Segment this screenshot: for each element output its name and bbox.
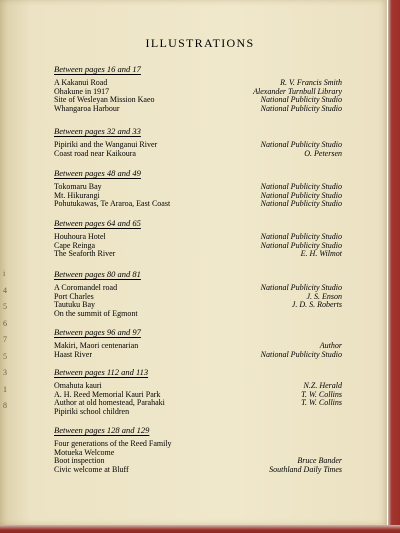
caption: Whangaroa Harbour	[54, 104, 120, 114]
section-heading: Between pages 128 and 129	[54, 425, 150, 435]
credit: National Publicity Studio	[260, 283, 342, 292]
caption: Tautuku Bay	[54, 300, 95, 310]
credit: National Publicity Studio	[260, 232, 342, 241]
caption: Pipiriki school children	[54, 407, 130, 417]
caption: Four generations of the Reed Family	[54, 439, 172, 448]
credit: National Publicity Studio	[260, 140, 342, 149]
caption: Makiri, Maori centenarian	[54, 341, 139, 350]
edge-mark: 4	[3, 285, 7, 295]
list-item	[54, 150, 342, 159]
section-heading: Between pages 32 and 33	[54, 126, 141, 136]
credit: Bruce Bander	[297, 456, 342, 466]
illustration-section	[54, 126, 342, 158]
edge-mark: 7	[3, 335, 7, 344]
list-item	[54, 310, 342, 319]
credit: National Publicity Studio	[260, 199, 342, 209]
caption: Tokomaru Bay	[54, 182, 102, 191]
caption: A Kakanui Road	[54, 78, 108, 87]
credit: T. W. Collins	[301, 398, 342, 408]
edge-mark: 6	[3, 318, 7, 328]
illustration-section	[54, 425, 342, 475]
list-item	[54, 351, 342, 360]
caption: Cape Reinga	[54, 240, 96, 250]
edge-mark: 5	[3, 351, 7, 361]
book-cover-bottom-edge	[0, 525, 400, 533]
list-item	[54, 105, 342, 114]
illustration-section	[54, 327, 342, 359]
edge-mark: 5	[3, 302, 7, 311]
section-heading: Between pages 16 and 17	[54, 64, 141, 74]
edge-mark: 1	[3, 384, 7, 394]
credit: Author	[319, 341, 342, 350]
caption: Pipiriki and the Wanganui River	[54, 140, 158, 149]
section-heading: Between pages 64 and 65	[54, 218, 141, 228]
caption: Motueka Welcome	[54, 447, 115, 457]
illustration-section	[54, 168, 342, 209]
section-heading: Between pages 112 and 113	[54, 367, 149, 377]
illustration-section	[54, 269, 342, 319]
caption: Civic welcome at Bluff	[54, 465, 129, 475]
caption: Pohutukawas, Te Araroa, East Coast	[54, 199, 171, 209]
caption: Mt. Hikurangi	[54, 190, 100, 200]
caption: Port Charles	[54, 291, 94, 301]
section-heading: Between pages 96 and 97	[54, 327, 141, 337]
caption: Ohakune in 1917	[54, 86, 110, 96]
caption: Boot inspection	[54, 456, 105, 466]
credit: National Publicity Studio	[260, 182, 342, 191]
illustration-section	[54, 367, 342, 417]
credit: J. S. Enson	[306, 291, 342, 301]
page-title: ILLUSTRATIONS	[145, 36, 255, 50]
edge-mark: 8	[3, 401, 7, 410]
section-heading: Between pages 48 and 49	[54, 168, 141, 178]
page-edge-bleed	[3, 266, 11, 415]
credit: E. H. Wilmot	[300, 249, 342, 259]
credit: T. W. Collins	[301, 389, 342, 399]
illustration-section	[54, 218, 342, 259]
list-item	[54, 200, 342, 209]
caption: A. H. Reed Memorial Kauri Park	[54, 389, 161, 399]
credit: National Publicity Studio	[260, 349, 342, 359]
caption: The Seaforth River	[54, 249, 116, 259]
list-item	[54, 250, 342, 259]
credit: O. Petersen	[304, 148, 342, 158]
list-item	[54, 408, 342, 417]
credit: Southland Daily Times	[269, 465, 342, 475]
edge-mark: 3	[3, 368, 7, 377]
credit: J. D. S. Roberts	[291, 300, 342, 310]
caption: Site of Wesleyan Mission Kaeo	[54, 95, 155, 105]
caption: Coast road near Kaikoura	[54, 148, 136, 158]
illustration-section	[54, 64, 342, 114]
caption: Omahuta kauri	[54, 381, 102, 390]
list-item	[54, 466, 342, 475]
book-cover-edge	[388, 0, 400, 533]
section-heading: Between pages 80 and 81	[54, 269, 141, 279]
credit: National Publicity Studio	[260, 240, 342, 250]
caption: Author at old homestead, Parahaki	[54, 398, 165, 408]
credit: Alexander Turnbull Library	[253, 86, 342, 96]
edge-mark: i	[3, 269, 6, 278]
caption: Haast River	[54, 349, 92, 359]
credit: R. V. Francis Smith	[280, 78, 342, 87]
credit: National Publicity Studio	[260, 190, 342, 200]
credit: National Publicity Studio	[260, 104, 342, 114]
list-item	[54, 284, 342, 293]
caption: A Coromandel road	[54, 283, 118, 292]
credit: National Publicity Studio	[260, 95, 342, 105]
caption: On the summit of Egmont	[54, 309, 138, 319]
caption: Houhoura Hotel	[54, 232, 106, 241]
credit: N.Z. Herald	[303, 381, 342, 390]
